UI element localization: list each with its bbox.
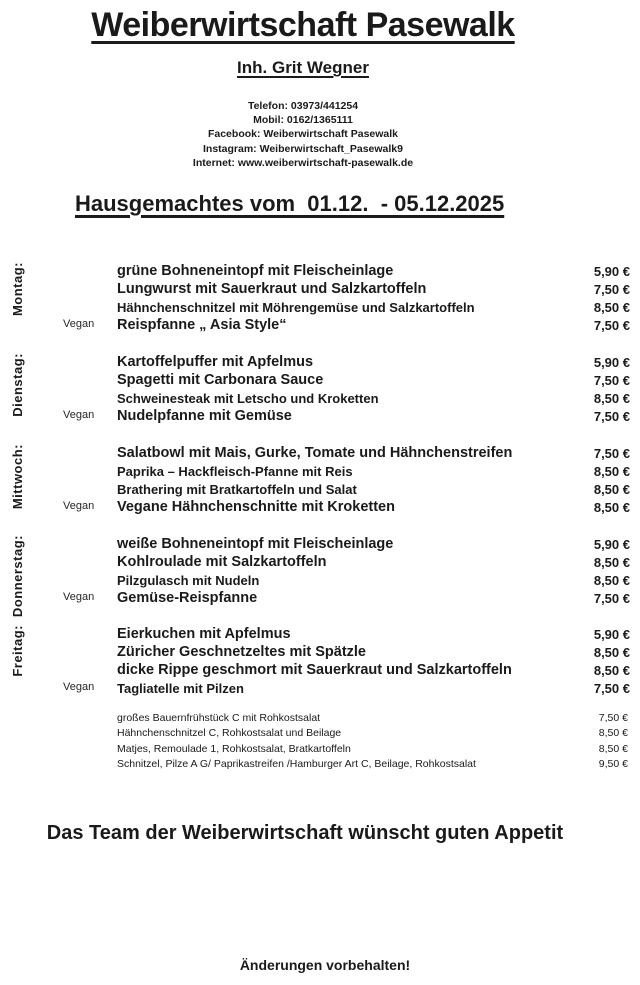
item-price: 8,50 € <box>593 299 630 315</box>
item-name: Matjes, Remoulade 1, Rohkostsalat, Bratkartoffeln <box>117 742 351 755</box>
day-label-donnerstag: Donnerstag: <box>10 535 25 618</box>
menu-item-row <box>0 371 640 389</box>
item-price: 8,50 € <box>593 572 630 588</box>
contact-line-mobil: Mobil: 0162/1365111 <box>253 114 353 127</box>
item-price: 8,50 € <box>593 499 630 515</box>
menu-item-row <box>0 262 640 280</box>
vegan-tag: Vegan <box>63 318 95 330</box>
menu-item-row-vegan <box>0 498 640 516</box>
item-price: 5,90 € <box>593 536 630 552</box>
contact-line-facebook: Facebook: Weiberwirtschaft Pasewalk <box>207 128 399 141</box>
day-label-freitag: Freitag: <box>10 625 25 677</box>
item-price: 7,50 € <box>593 445 630 461</box>
item-price: 7,50 € <box>593 281 630 297</box>
menu-item-row-vegan <box>0 589 640 607</box>
item-name: Tagliatelle mit Pilzen <box>117 680 244 696</box>
extra-item-row <box>0 710 640 726</box>
vegan-tag: Vegan <box>63 409 95 421</box>
item-price: 8,50 € <box>593 644 630 660</box>
vegan-tag: Vegan <box>63 500 95 512</box>
vegan-tag: Vegan <box>63 681 95 693</box>
day-label-dienstag: Dienstag: <box>10 353 25 417</box>
item-price: 8,50 € <box>593 481 630 497</box>
day-label-mittwoch: Mittwoch: <box>10 444 25 510</box>
item-name: Paprika – Hackfleisch-Pfanne mit Reis <box>117 463 353 479</box>
item-name: grüne Bohneneintopf mit Fleischeinlage <box>117 263 394 279</box>
item-price: 5,90 € <box>593 263 630 279</box>
menu-item-row-vegan <box>0 316 640 334</box>
item-name: Pilzgulasch mit Nudeln <box>117 572 260 588</box>
extras-section <box>0 710 640 772</box>
item-name: Züricher Geschnetzeltes mit Spätzle <box>117 644 366 660</box>
day-label-montag: Montag: <box>10 262 25 317</box>
menu-item-row <box>0 298 640 316</box>
menu-item-row <box>0 661 640 679</box>
item-name: Reispfanne „ Asia Style“ <box>117 317 287 333</box>
menu-item-row <box>0 535 640 553</box>
item-price: 7,50 € <box>598 711 628 724</box>
item-name: Lungwurst mit Sauerkraut und Salzkartoffeln <box>117 281 427 297</box>
item-price: 8,50 € <box>598 742 628 755</box>
menu-item-row <box>0 643 640 661</box>
item-name: Schweinesteak mit Letscho und Kroketten <box>117 390 379 406</box>
item-name: Spagetti mit Carbonara Sauce <box>117 372 324 388</box>
day-section-freitag <box>0 625 640 697</box>
day-section-donnerstag <box>0 535 640 618</box>
menu-item-row <box>0 625 640 643</box>
extra-item-row <box>0 726 640 742</box>
item-name: Gemüse-Reispfanne <box>117 590 258 606</box>
item-price: 7,50 € <box>593 680 630 696</box>
page-title: Weiberwirtschaft Pasewalk <box>91 6 515 44</box>
item-price: 7,50 € <box>593 317 630 333</box>
item-price: 5,90 € <box>593 626 630 642</box>
item-price: 8,50 € <box>598 727 628 740</box>
item-name: Kartoffelpuffer mit Apfelmus <box>117 354 314 370</box>
item-price: 5,90 € <box>593 354 630 370</box>
item-name: Hähnchenschnitzel mit Möhrengemüse und Salzkartoffeln <box>117 299 475 315</box>
item-name: Brathering mit Bratkartoffeln und Salat <box>117 481 357 497</box>
contact-block <box>0 99 606 170</box>
item-name: Vegane Hähnchenschnitte mit Kroketten <box>117 499 395 515</box>
contact-line-instagram: Instagram: Weiberwirtschaft_Pasewalk9 <box>203 142 403 155</box>
item-name: Eierkuchen mit Apfelmus <box>117 626 291 642</box>
item-name: Nudelpfanne mit Gemüse <box>117 408 292 424</box>
menu-item-row-vegan <box>0 679 640 697</box>
item-name: Salatbowl mit Mais, Gurke, Tomate und Hähnchenstreifen <box>117 445 513 461</box>
menu-item-row <box>0 444 640 462</box>
menu-item-row <box>0 280 640 298</box>
item-price: 8,50 € <box>593 554 630 570</box>
item-price: 8,50 € <box>593 463 630 479</box>
footer-team-line: Das Team der Weiberwirtschaft wünscht guten Appetit <box>46 822 564 844</box>
week-heading: Hausgemachtes vom 01.12. - 05.12.2025 <box>75 191 505 216</box>
vegan-tag: Vegan <box>63 591 95 603</box>
item-price: 7,50 € <box>593 590 630 606</box>
menu-item-row <box>0 571 640 589</box>
item-name: Hähnchenschnitzel C, Rohkostsalat und Beilage <box>117 727 342 740</box>
menu-item-row <box>0 462 640 480</box>
item-price: 8,50 € <box>593 390 630 406</box>
item-name: dicke Rippe geschmort mit Sauerkraut und Salzkartoffeln <box>117 662 512 678</box>
day-section-montag <box>0 262 640 334</box>
menu-item-row <box>0 480 640 498</box>
item-price: 9,50 € <box>598 758 628 771</box>
menu-item-row-vegan <box>0 407 640 425</box>
owner-subtitle: Inh. Grit Wegner <box>237 58 369 77</box>
item-price: 8,50 € <box>593 662 630 678</box>
item-name: weiße Bohneneintopf mit Fleischeinlage <box>117 536 394 552</box>
item-price: 7,50 € <box>593 408 630 424</box>
day-section-dienstag <box>0 353 640 425</box>
item-name: Schnitzel, Pilze A G/ Paprikastreifen /Hamburger Art C, Beilage, Rohkostsalat <box>117 758 476 771</box>
extra-item-row <box>0 741 640 757</box>
contact-line-internet: Internet: www.weiberwirtschaft-pasewalk.de <box>192 156 414 169</box>
extra-item-row <box>0 757 640 773</box>
menu-item-row <box>0 389 640 407</box>
menu-item-row <box>0 553 640 571</box>
contact-line-telefon: Telefon: 03973/441254 <box>247 100 359 112</box>
day-section-mittwoch <box>0 444 640 516</box>
item-name: großes Bauernfrühstück C mit Rohkostsalat <box>117 711 321 724</box>
footer-note: Änderungen vorbehalten! <box>239 957 411 973</box>
menu-item-row <box>0 353 640 371</box>
item-name: Kohlroulade mit Salzkartoffeln <box>117 554 327 570</box>
item-price: 7,50 € <box>593 372 630 388</box>
